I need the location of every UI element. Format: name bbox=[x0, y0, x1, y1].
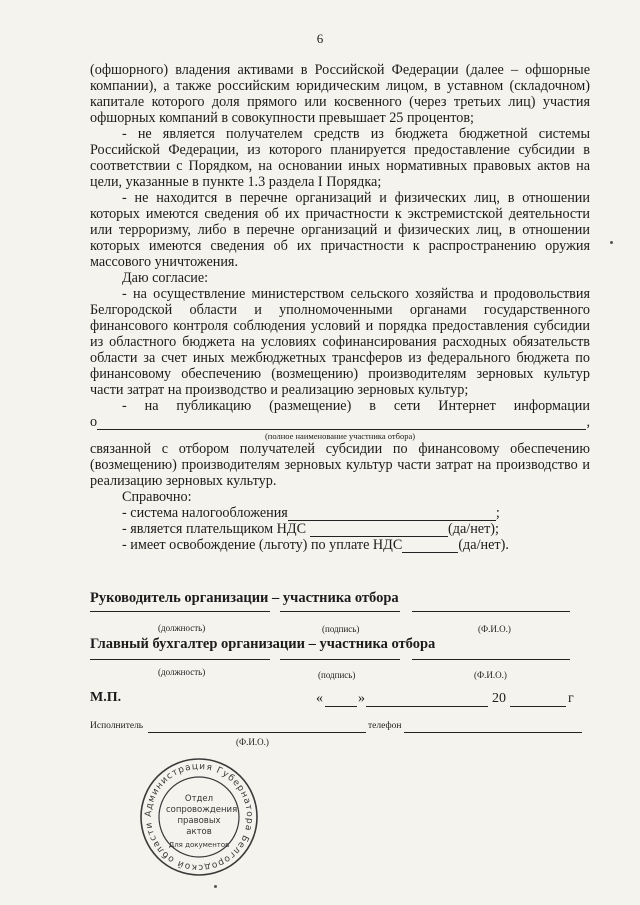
stamp-line-3: правовых bbox=[177, 816, 221, 826]
paragraph-consent-publish: - на публикацию (размещение) в сети Интернет информации bbox=[122, 398, 590, 414]
stamp-line-2: сопровождения bbox=[166, 805, 238, 815]
chief-fio-caption: (Ф.И.О.) bbox=[474, 670, 507, 680]
tax-system-end: ; bbox=[495, 505, 500, 521]
vat-payer-label: - является плательщиком НДС bbox=[122, 521, 307, 537]
tax-system-field[interactable] bbox=[288, 507, 496, 521]
paragraph-not-in-list: - не находится в перечне организаций и физических лиц, в отношении которых имеются сведения об их причастности к экстремистской деятельности или терроризму, либо в перечне организаций и физических лиц, в отношении которых имеются сведения об их причастности к распространению оружия массового уничтожения. bbox=[90, 190, 590, 270]
head-fio-caption: (Ф.И.О.) bbox=[478, 624, 511, 634]
phone-field[interactable] bbox=[404, 732, 582, 733]
vat-payer-field[interactable] bbox=[310, 523, 448, 537]
vat-exempt-label: - имеет освобождение (льготу) по уплате НДС bbox=[122, 537, 403, 553]
stamp-center-text bbox=[166, 794, 238, 851]
chief-fio-field[interactable] bbox=[412, 659, 570, 660]
date-month-field[interactable] bbox=[366, 706, 488, 707]
executor-fio-caption: (Ф.И.О.) bbox=[236, 737, 269, 747]
date-year-field[interactable] bbox=[510, 706, 566, 707]
phone-label: телефон bbox=[368, 721, 402, 731]
department-stamp bbox=[138, 756, 260, 878]
reference-title: Справочно: bbox=[122, 489, 192, 505]
tax-system-label: - система налогообложения bbox=[122, 505, 288, 521]
head-title: Руководитель организации – участника отбора bbox=[90, 590, 399, 606]
date-year-prefix: 20 bbox=[492, 691, 506, 706]
date-open-quote: « bbox=[316, 691, 323, 706]
paragraph-consent-title: Даю согласие: bbox=[122, 270, 209, 286]
chief-accountant-title: Главный бухгалтер организации – участника отбора bbox=[90, 636, 436, 652]
participant-name-line bbox=[90, 414, 590, 430]
chief-signature-caption: (подпись) bbox=[318, 670, 356, 680]
vat-exempt-end: (да/нет). bbox=[458, 537, 509, 553]
participant-name-field[interactable] bbox=[97, 416, 586, 430]
vat-exempt-line bbox=[90, 537, 590, 553]
stamp-ring-text: Администрация Губернатора Белгородской области bbox=[143, 761, 255, 873]
vat-payer-end: (да/нет); bbox=[448, 521, 499, 537]
tax-system-line bbox=[90, 505, 590, 521]
about-prefix: о bbox=[90, 414, 98, 430]
stamp-line-4: актов bbox=[186, 827, 212, 837]
chief-position-caption: (должность) bbox=[158, 667, 206, 677]
vat-payer-line bbox=[90, 521, 590, 537]
paragraph-not-recipient: - не является получателем средств из бюджета бюджетной системы Российской Федерации, из которого планируется предоставление субсидии в соответствии с Порядком, на основании иных нормативных правовых актов на цели, указанные в пункте 1.3 раздела I Порядка; bbox=[90, 126, 590, 190]
speck bbox=[610, 241, 613, 244]
chief-signature-field[interactable] bbox=[280, 659, 400, 660]
comma: , bbox=[586, 414, 590, 430]
paragraph-offshore: (офшорного) владения активами в Российской Федерации (далее – офшорные компании), а также российским юридическим лицом, в уставном (складочном) капитале которого доля прямого или косвенного (через третьих лиц) участия офшорных компаний в совокупности превышает 25 процентов; bbox=[90, 62, 590, 126]
executor-field[interactable] bbox=[148, 732, 366, 733]
speck bbox=[214, 885, 217, 888]
stamp-bottom-text: Для документов bbox=[168, 841, 230, 849]
stamp-line-1: Отдел bbox=[184, 794, 214, 804]
participant-name-caption: (полное наименование участника отбора) bbox=[264, 431, 416, 441]
date-year-suffix: г bbox=[568, 691, 574, 706]
paragraph-consent-control: - на осуществление министерством сельского хозяйства и продовольствия Белгородской области и уполномоченными органами государственного финансового контроля соблюдения условий и порядка предоставления субсидии из областного бюджета на условиях софинансирования расходных обязательств области за счет иных межбюджетных трансферов из федерального бюджета по финансовому обеспечению (возмещению) производителям зерновых культур части затрат на производство и реализацию зерновых культур; bbox=[90, 286, 590, 398]
paragraph-selection: связанной с отбором получателей субсидии по финансовому обеспечению (возмещению) производителям зерновых культур части затрат на производство и реализацию зерновых культур. bbox=[90, 441, 590, 489]
executor-label: Исполнитель bbox=[90, 721, 144, 731]
head-signature-field[interactable] bbox=[280, 611, 400, 612]
head-position-field[interactable] bbox=[90, 611, 270, 612]
head-position-caption: (должность) bbox=[158, 623, 206, 633]
page-number: 6 bbox=[316, 31, 324, 46]
document-body bbox=[90, 62, 590, 553]
head-signature-caption: (подпись) bbox=[322, 624, 360, 634]
chief-position-field[interactable] bbox=[90, 659, 270, 660]
head-fio-field[interactable] bbox=[412, 611, 570, 612]
vat-exempt-field[interactable] bbox=[402, 539, 458, 553]
seal-place-label: М.П. bbox=[90, 690, 122, 705]
date-day-field[interactable] bbox=[325, 706, 357, 707]
date-close-quote: » bbox=[358, 691, 365, 706]
